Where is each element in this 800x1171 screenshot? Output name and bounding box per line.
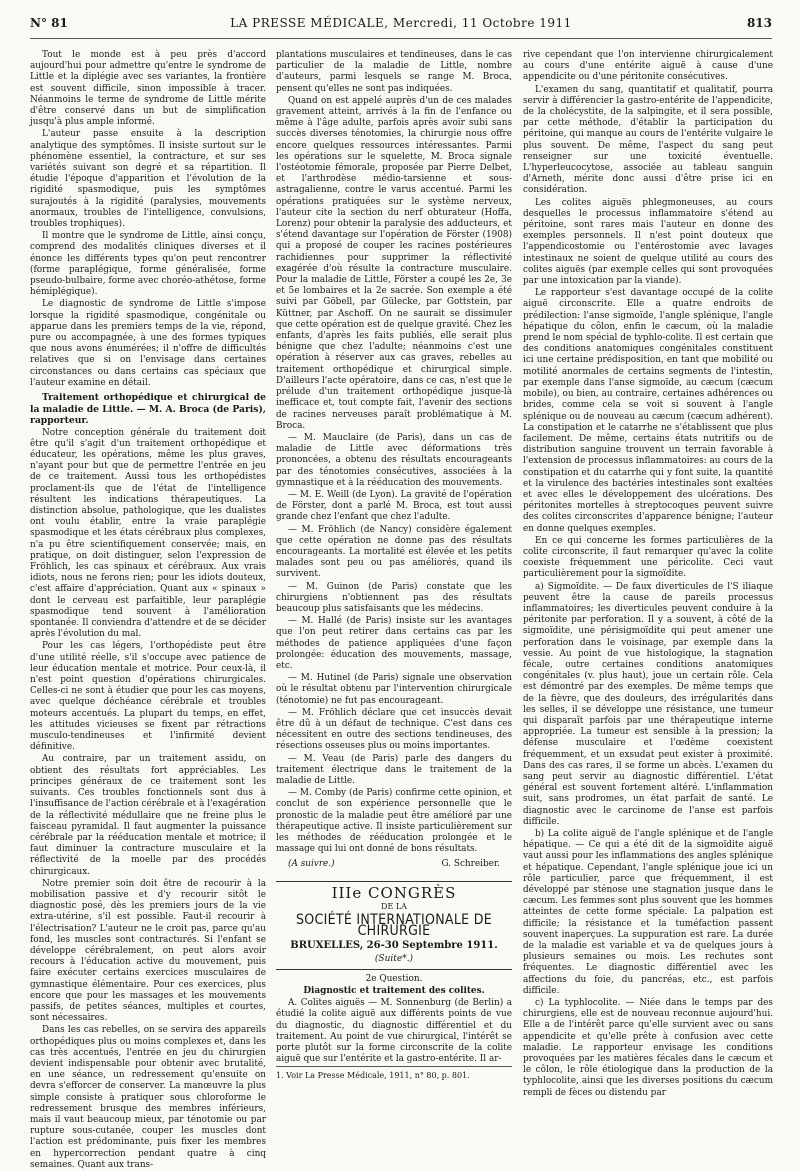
paragraph: — M. Mauclaire (de Paris), dans un cas de maladie de Little avec déformations très prononcées, a obtenu des résultats encourageants par des ténotomies consécutives, associées à la gymnastique et à la rééducation des mouvements.	[276, 432, 512, 488]
paragraph: plantations musculaires et tendineuses, dans le cas particulier de la maladie de Little, nombre d'auteurs, parmi lesquels se range M. Broca, pensent qu'elles ne sont pas indiquées.	[276, 50, 512, 94]
congress-title-box	[276, 881, 512, 970]
paragraph: a) Sigmoïdite. — De faux diverticules de l'S iliaque peuvent être la cause de pareils processus inflammatoires; les diverticules peuvent conduire à la péritonite par perforation. Il y a souvent, à côté de la sigmoïdite, une périsigmoïdite qui peut amener une perforation dans le voisinage, par exemple dans la vessie. Au point de vue histologique, la stagnation fécale, outre certaines conditions anatomiques congénitales (v. plus haut), joue un certain rôle. Cela est démontré par des exemples. De même temps que de la fièvre, que des douleurs, des irrégularités dans les selles, il se développe une résistance, une tumeur qui disparaît parfois par une thérapeutique interne appropriée. La tumeur est sensible à la pression; la défense musculaire et l'œdème coexistent fréquemment, et un exsudat peut exister à proximité. Dans des cas rares, il se forme un abcès. L'examen du sang peut servir au diagnostic différentiel. L'état général est souvent fortement altéré. L'inflammation suit, sans prodromes, un état parfait de santé. Le diagnostic avec le carcinome de l'anse est parfois difficile.	[523, 581, 773, 827]
paragraph: Il montre que le syndrome de Little, ainsi conçu, comprend des modalités cliniques diverses et il énonce les différents types qu'on peut rencontrer (forme paraplégique, forme généralisée, forme pseudo-bulbaire, forme avec choréo-athétose, forme hémiplégique).	[30, 231, 266, 298]
paragraph: — M. E. Weill (de Lyon). La gravité de l'opération de Förster, dont a parlé M. Broca, est tout aussi grande chez l'enfant que chez l'adulte.	[276, 489, 512, 523]
paragraph: Le diagnostic de syndrome de Little s'impose lorsque la rigidité spasmodique, congénitale ou apparue dans les premiers temps de la vie, répond, pure ou accompagnée, à une des formes typiques que nous avons énumérées; il n'offre de difficultés relatives que si on l'envisage dans certaines circonstances ou dans certains cas spéciaux que l'auteur examine en détail.	[30, 299, 266, 388]
page-header	[30, 16, 772, 38]
congress-number: IIIe CONGRÈS	[331, 883, 457, 902]
journal-title: LA PRESSE MÉDICALE, Mercredi, 11 Octobre 1911	[230, 16, 572, 30]
society-name: SOCIÉTÉ INTERNATIONALE DE CHIRURGIE	[296, 912, 492, 940]
paragraph: L'examen du sang, quantitatif et qualitatif, pourra servir à différencier la gastro-entérite de l'appendicite, de la cholécystite, de la salpingite, et il sera possible, par cette méthode, d'établir la participation du péritoine, qui manque au cours de l'entérite vulgaire le plus souvent. De même, l'aspect du sang peut renseigner sur une toxicité éventuelle. L'hyperleucocytose, associée au tableau sanguin d'Arneth, mérite donc aussi d'être prise ici en considération.	[523, 84, 773, 196]
paragraph: Au contraire, par un traitement assidu, on obtient des résultats fort appréciables. Les principes généraux de ce traitement sont les suivants. Ces troubles fonctionnels sont dus à l'insuffisance de l'action cérébrale et à l'exagération de la réflectivité médullaire que ne freine plus le faisceau pyramidal. Il faut augmenter la puissance cérébrale par la rééducation mentale et motrice; il faut diminuer la contracture musculaire et la réflectivité de la moelle par des procédés chirurgicaux.	[30, 754, 266, 877]
paragraph: b) La colite aiguë de l'angle splénique et de l'angle hépatique. — Ce qui a été dit de la sigmoïdite aiguë vaut aussi pour les inflammations des angles splénique et hépatique. Cependant, l'angle splénique joue ici un rôle particulier, parce que fréquemment, il est développé par sténose une stagnation jusque dans le cæcum. Les femmes sont plus souvent que les hommes atteintes de cette forme spéciale. La palpation est difficile; la résistance et la tuméfaction passent souvent inaperçues. La suppuration est rare. La durée de la maladie est variable et va de quelques jours à plusieurs semaines ou mois. Les rechutes sont fréquentes. Le diagnostic différentiel avec les affections du foie, du pancréas, etc., est parfois difficile.	[523, 829, 773, 996]
paragraph: Notre conception générale du traitement doit être qu'il s'agit d'un traitement orthopédique et éducateur, les opérations, même les plus graves, n'ayant pour but que de permettre l'entrée en jeu de ce traitement. Aussi tous les orthopédistes proclament-ils que de l'état de l'intelligence résultent les indications thérapeutiques. La distinction absolue, pathologique, que les dualistes ont voulu établir, entre la vraie paraplégie spasmodique et les états cérébraux plus complexes, n'a pu être scientifiquement conservée; mais, en pratique, on doit distinguer, selon l'expression de Fröhlich, les cas spinaux et cérébraux. Aux vrais idiots, nous ne ferons rien; pour les idiots douteux, c'est affaire d'appréciation. Quant aux « spinaux » dont le cerveau est parfaitible, leur paraplégie spasmodique tend souvent à l'amélioration spontanée. Il conviendra d'attendre et de se décider après l'évolution du mal.	[30, 427, 266, 640]
congress-place-date: BRUXELLES, 26-30 Septembre 1911.	[290, 940, 498, 952]
paragraph: A. Colites aiguës — M. Sonnenburg (de Berlin) a étudié la colite aiguë aux différents points de vue du diagnostic, du diagnostic différentiel et du traitement. Au point de vue chirurgical, l'intérêt se porte plutôt sur la forme circonscrite de la colite aiguë que sur l'entérite et la gastro-entérite. Il ar-	[276, 998, 512, 1065]
section-heading: Traitement orthopédique et chirurgical de la maladie de Little. — M. A. Broca (de Paris), rapporteur.	[30, 392, 266, 427]
question-title: Diagnostic et traitement des colites.	[303, 986, 485, 997]
column-2	[276, 50, 512, 1081]
paragraph: Notre premier soin doit être de recourir à la mobilisation passive et d'y recourir sitôt le diagnostic posé, dès les premiers jours de la vie extra-utérine, s'il est possible. Faut-il recourir à l'électrisation? L'auteur ne le croit pas, parce qu'au fond, les muscles sont contracturés. Si l'enfant se développe cérébralement, on peut alors avoir recours à l'éducation active du mouvement, puis faire exécuter certains exercices musculaires de gymnastique élémentaire. Pour ces exercices, plus encore que pour les massages et les mouvements passifs, de petites séances, multiples et courtes, sont nécessaires.	[30, 878, 266, 1024]
paragraph: Quand on est appelé auprès d'un de ces malades gravement atteint, arrivés à la fin de l'enfance ou même à l'âge adulte, parfois après avoir subi sans succès diverses ténotomies, la chirurgie nous offre encore quelques ressources intéressantes. Parmi les opérations sur le squelette, M. Broca signale l'ostéotomie fémorale, proposée par Pierre Delbet, et l'arthrodèse médio-tarsienne et sous-astragalienne, contre le varus accentué. Parmi les opérations pratiquées sur le système nerveux, l'auteur cite la section du nerf obturateur (Hoffa, Lorenz) pour obtenir la paralysie des adducteurs, et s'étend davantage sur l'opération de Förster (1908) qui a proposé de couper les racines postérieures rachidiennes pour supprimer la réflectivité exagérée d'où résulte la contracture musculaire. Pour la maladie de Little, Förster a coupé les 2e, 3e et 5e lombaires et la 2e sacrée. Son exemple a été suivi par Göbell, par Gülecke, par Gottstein, par Küttner, par Aschoff. On ne saurait se dissimuler que cette opération est de quelque gravité. Chez les enfants, d'après les faits publiés, elle serait plus bénigne que chez l'adulte; néanmoins c'est une opération à réserver aux cas graves, rebelles au traitement orthopédique et chirurgical simple. D'ailleurs l'acte opératoire, dans ce cas, n'est que le prélude d'un traitement orthopédique jusque-là inefficace et, tout compte fait, l'avenir des sections de racines nerveuses paraît problématique à M. Broca.	[276, 95, 512, 431]
to-be-continued: (A suivre.)	[288, 859, 335, 870]
paragraph: Dans les cas rebelles, on se servira des appareils orthopédiques plus ou moins complexes et, dans les cas très accentués, l'entrée en jeu du chirurgien devient indispensable pour obtenir avec brutalité, en une séance, un redressement qu'ensuite on devra s'efforcer de conserver. La manœuvre la plus simple consiste à pratiquer sous chloroforme le redressement brusque des membres inférieurs, mais il vaut beaucoup mieux, par ténotomie ou par rupture sous-cutanée, couper les muscles dont l'action est prédominante, puis fixer les membres en hypercorrection pendant quatre à cinq semaines. Quant aux trans-	[30, 1025, 266, 1170]
paragraph: — M. Guinon (de Paris) constate que les chirurgiens n'obtiennent pas des résultats beaucoup plus satisfaisants que les médecins.	[276, 581, 512, 614]
paragraph: — M. Hallé (de Paris) insiste sur les avantages que l'on peut retirer dans certains cas par les méthodes de patience appliquées d'une façon prolongée: éducation des mouvements, massage, etc.	[276, 616, 512, 671]
paragraph: c) La typhlocolite. — Niée dans le temps par des chirurgiens, elle est de nouveau reconnue aujourd'hui. Elle a de l'intérêt parce qu'elle survient avec ou sans appendicite et qu'elle prête à confusion avec cette maladie. Le rapporteur envisage les conditions provoquées par les matières fécales dans le cæcum et le côlon, le rôle étiologique dans la production de la typhlocolite, ainsi que les diverses positions du cæcum rempli de fèces ou distendu par	[523, 998, 773, 1098]
congress-de-la: DE LA	[381, 901, 407, 911]
author-name: G. Schreiber.	[441, 859, 500, 870]
paragraph: rive cependant que l'on intervienne chirurgicalement au cours d'une entérite aiguë à cause d'une appendicite ou d'une péritonite consécutives.	[523, 50, 773, 83]
congress-suite: (Suite*.)	[374, 953, 414, 964]
paragraph: L'auteur passe ensuite à la description analytique des symptômes. Il insiste surtout sur le phénomène essentiel, la contracture, et sur ses variétés suivant son degré et sa répartition. Il étudie l'époque d'apparition et l'évolution de la rigidité spasmodique, puis les symptômes surajoutés à la rigidité (paralysies, mouvements anormaux, troubles de l'intelligence, convulsions, troubles trophiques).	[30, 129, 266, 230]
paragraph: — M. Veau (de Paris) parle des dangers du traitement électrique dans le traitement de la maladie de Little.	[276, 753, 512, 786]
paragraph: Tout le monde est à peu près d'accord aujourd'hui pour admettre qu'entre le syndrome de Little et la diplégie avec ses variantes, la frontière est souvent difficile, sinon impossible à tracer. Néanmoins le terme de syndrome de Little mérite d'être conservé dans un but de simplification jusqu'à plus ample informé.	[30, 50, 266, 128]
footnote: 1. Voir La Presse Médicale, 1911, n° 80, p. 801.	[276, 1066, 512, 1081]
paragraph: Les colites aiguës phlegmoneuses, au cours desquelles le processus inflammatoire s'étend au péritoine, sont rares mais l'auteur en donne des exemples personnels. Il n'est point douteux que l'appendicostomie ou l'entérostomie avec lavages intestinaux ne soient de quelque utilité au cours des colites aiguës (par exemple celles qui sont provoquées par une intoxication par la viande).	[523, 197, 773, 287]
page-number: 813	[746, 16, 772, 30]
issue-number: N° 81	[30, 16, 68, 30]
column-1	[30, 50, 266, 1170]
header-rule	[30, 38, 772, 39]
paragraph: — M. Hutinel (de Paris) signale une observation où le résultat obtenu par l'intervention chirurgicale (ténotomie) ne fut pas encourageant.	[276, 673, 512, 706]
paragraph: — M. Fröhlich (de Nancy) considère également que cette opération ne donne pas des résultats encourageants. La mortalité est élevée et les petits malades sont peu ou pas améliorés, quand ils survivent.	[276, 524, 512, 580]
signature-line	[276, 859, 512, 870]
paragraph: Le rapporteur s'est davantage occupé de la colite aiguë circonscrite. Elle a quatre endroits de prédilection: l'anse sigmoïde, l'angle splénique, l'angle hépatique du côlon, enfin le cæcum, où la maladie prend le nom spécial de typhlo-colite. Il est certain que des conditions anatomiques congénitales constituent ici une certaine prédisposition, en tant que mobilité ou motilité anormales de certains segments de l'intestin, par exemple dans l'anse sigmoïde, au cæcum (cæcum mobile), ou bien, au contraire, certaines adhérences ou brides, comme cela se voit si souvent à l'angle splénique ou de nouveau au cæcum (cæcum adhérent). La constipation et le catarrhe ne s'établissent que plus facilement. De même, certains états nutritifs ou de distribution sanguine trouvent un terrain favorable à l'extension de processus inflammatoires: au cours de la constipation et du catarrhe qui y font suite, la quantité et la virulence des bactéries intestinales sont exaltées et avec elles le développement des ulcérations. Des péritonites mortelles à streptocoques peuvent suivre des colites circonscrites d'apparence bénigne; l'auteur en donne quelques exemples.	[523, 288, 773, 534]
paragraph: Pour les cas légers, l'orthopédiste peut être d'une utilité réelle, s'il s'occupe avec patience de leur éducation mentale et motrice. Pour ceux-là, il n'est point question d'opérations chirurgicales. Celles-ci ne sont à étudier que pour les cas moyens, avec quelque déchéance cérébrale et troubles moteurs accentués. La plupart du temps, en effet, les attitudes vicieuses se fixent par rétractions musculo-tendineuses et l'infirmité devient définitive.	[30, 641, 266, 753]
paragraph: — M. Fröhlich déclare que cet insuccès devait être dû à un défaut de technique. C'est dans ces nécessitent en outre des sections tendineuses, des résections osseuses plus ou moins importantes.	[276, 707, 512, 752]
question-number: 2e Question.	[365, 973, 423, 984]
paragraph: — M. Comby (de Paris) confirme cette opinion, et conclut de son expérience personnelle que le pronostic de la maladie peut être amélioré par une thérapeutique active. Il insiste particulièrement sur les méthodes de rééducation prolongée et le massage qui lui ont donné de bons résultats.	[276, 788, 512, 855]
paragraph: En ce qui concerne les formes particulières de la colite circonscrite, il faut remarquer qu'avec la colite coexiste fréquemment une péricolite. Ceci vaut particulièrement pour la sigmoïdite.	[523, 535, 773, 580]
column-3	[523, 50, 773, 1098]
